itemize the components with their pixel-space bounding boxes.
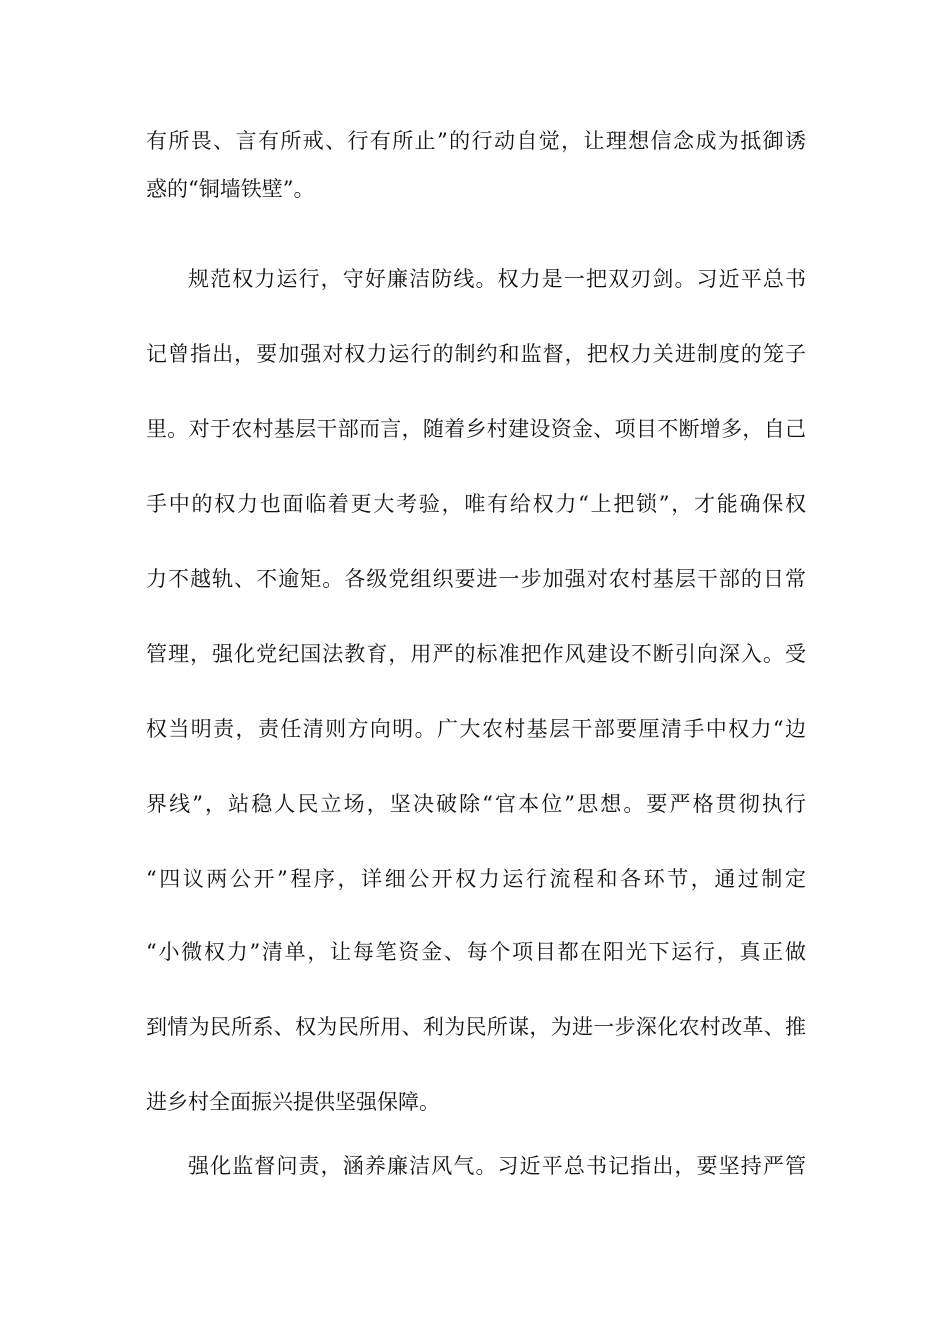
text-line: 惑的“铜墙铁壁”。: [146, 177, 315, 201]
text-line: 权当明责，责任清则方向明。广大农村基层干部要厘清手中权力“边: [146, 717, 806, 741]
paragraph-start-line: 强化监督问责，涵养廉洁风气。习近平总书记指出，要坚持严管: [188, 1154, 806, 1178]
text-line: 界线”，站稳人民立场，坚决破除“官本位”思想。要严格贯彻执行: [146, 792, 806, 816]
text-line: 管理，强化党纪国法教育，用严的标准把作风建设不断引向深入。受: [146, 642, 806, 666]
paragraph-start-line: 规范权力运行，守好廉洁防线。权力是一把双刃剑。习近平总书: [188, 267, 806, 291]
text-line: 有所畏、言有所戒、行有所止”的行动自觉，让理想信念成为抵御诱: [146, 129, 806, 153]
text-line: 力不越轨、不逾矩。各级党组织要进一步加强对农村基层干部的日常: [146, 567, 806, 591]
text-line: “小微权力”清单，让每笔资金、每个项目都在阳光下运行，真正做: [146, 940, 806, 964]
text-line: 里。对于农村基层干部而言，随着乡村建设资金、项目不断增多，自己: [146, 417, 806, 441]
text-line: 手中的权力也面临着更大考验，唯有给权力“上把锁”，才能确保权: [146, 492, 806, 516]
text-line: 记曾指出，要加强对权力运行的制约和监督，把权力关进制度的笼子: [146, 342, 806, 366]
text-line: 进乡村全面振兴提供坚强保障。: [146, 1090, 440, 1114]
text-line: 到情为民所系、权为民所用、利为民所谋，为进一步深化农村改革、推: [146, 1015, 806, 1039]
text-line: “四议两公开”程序，详细公开权力运行流程和各环节，通过制定: [146, 867, 806, 891]
